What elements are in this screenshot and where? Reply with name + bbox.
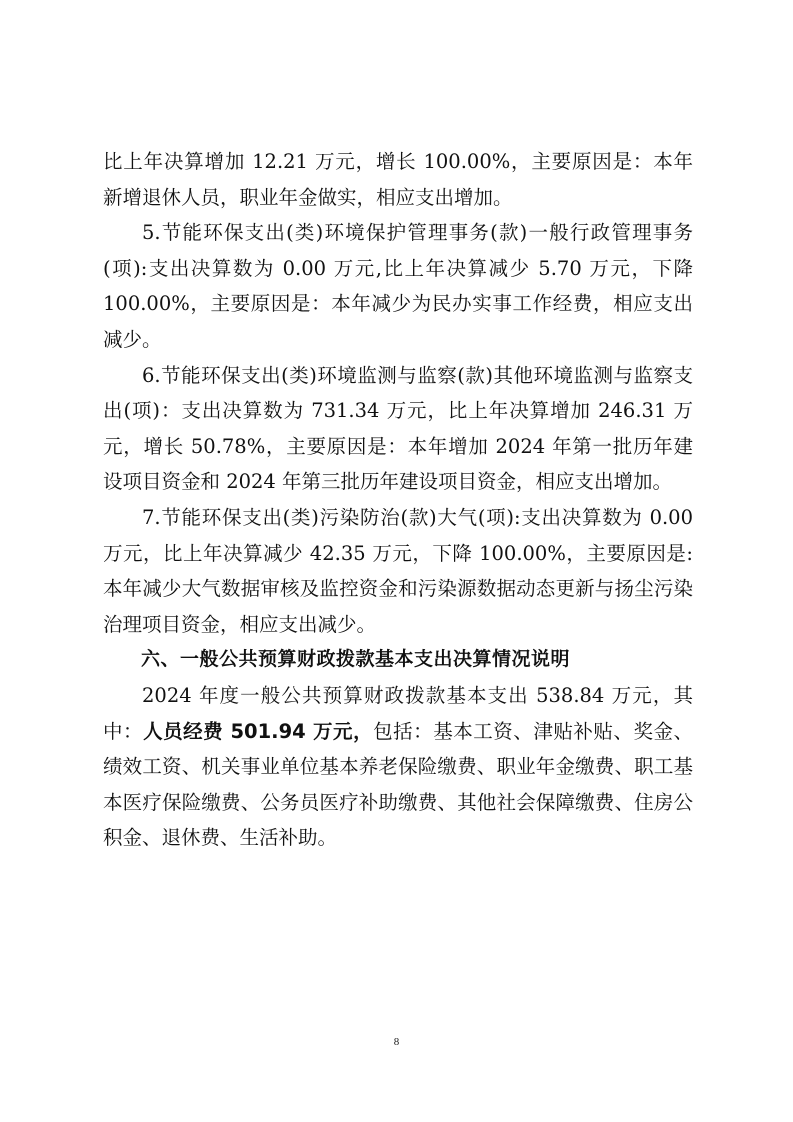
paragraph-item-5: 5.节能环保支出(类)环境保护管理事务(款)一般行政管理事务(项):支出决算数为 0.00 万元,比上年决算减少 5.70 万元，下降 100.00%，主要原因是：本年减少为民办实事工作经费，相应支出减少。: [103, 221, 693, 351]
paragraph-intro: 2024 年度一般公共预算财政拨款基本支出 538.84 万元，其中：: [103, 683, 693, 743]
personnel-expense-emphasis: 人员经费 501.94 万元，: [143, 719, 374, 743]
paragraph-continuation: 比上年决算增加 12.21 万元，增长 100.00%，主要原因是：本年新增退休人员，职业年金做实，相应支出增加。: [103, 150, 693, 209]
page-number: 8: [393, 1036, 400, 1048]
document-body: [103, 144, 693, 856]
section-heading: 六、一般公共预算财政拨款基本支出决算情况说明: [141, 648, 571, 671]
paragraph-item-7: 7.节能环保支出(类)污染防治(款)大气(项):支出决算数为 0.00 万元，比上年决算减少 42.35 万元，下降 100.00%，主要原因是:本年减少大气数据审核及监控资金和污染源数据动态更新与扬尘污染治理项目资金，相应支出减少。: [103, 505, 693, 636]
paragraph-item-6: 6.节能环保支出(类)环境监测与监察(款)其他环境监测与监察支出(项)：支出决算数为 731.34 万元，比上年决算增加 246.31 万元，增长 50.78%，主要原因是：本年增加 2024 年第一批历年建设项目资金和 2024 年第三批历年建设项目资金，相应支出增加。: [103, 363, 693, 494]
paragraph-basic-expenditure: [103, 678, 693, 856]
paragraph-rest: 包括：基本工资、津贴补贴、奖金、绩效工资、机关事业单位基本养老保险缴费、职业年金缴费、职工基本医疗保险缴费、公务员医疗补助缴费、其他社会保障缴费、住房公积金、退休费、生活补助。: [103, 719, 693, 850]
